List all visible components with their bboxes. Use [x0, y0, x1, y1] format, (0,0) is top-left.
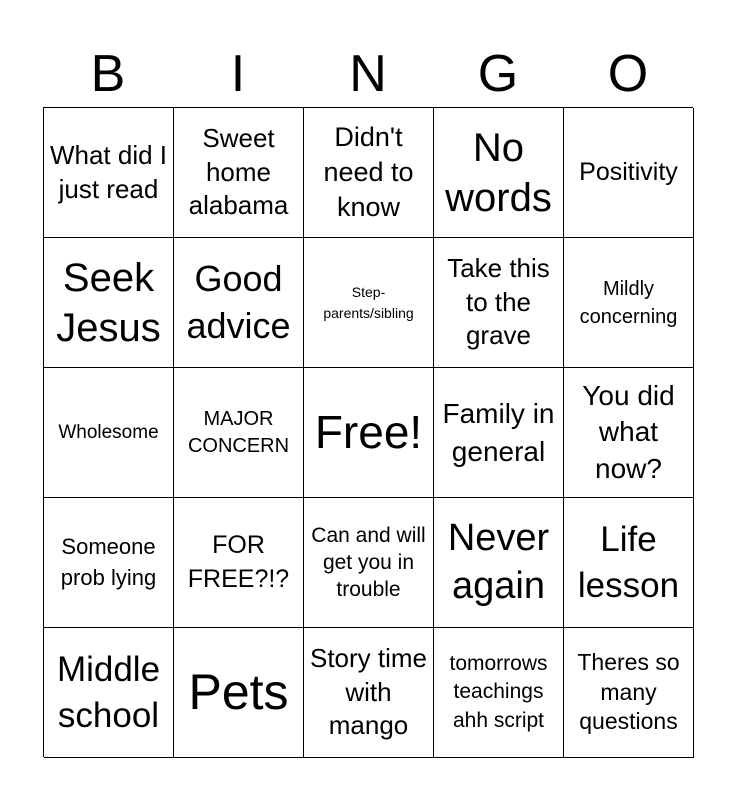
cell-label: FOR FREE?!?: [187, 530, 290, 593]
cell-label: Good advice: [186, 257, 291, 346]
bingo-cell[interactable]: [564, 628, 694, 758]
header-letter-b: B: [90, 45, 126, 103]
cell-label: tomorrows teachings ahh script: [449, 651, 548, 732]
header-letter-o: O: [607, 45, 649, 103]
cell-label: Wholesome: [58, 421, 159, 443]
header-letter-n: N: [349, 45, 387, 103]
bingo-cell[interactable]: [434, 368, 564, 498]
cell-label: Theres so many questions: [577, 648, 680, 735]
bingo-cell[interactable]: [434, 238, 564, 368]
cell-label: You did what now?: [582, 379, 675, 484]
bingo-cell[interactable]: [434, 108, 564, 238]
bingo-cell[interactable]: [564, 498, 694, 628]
bingo-cell[interactable]: [304, 498, 434, 628]
bingo-cell[interactable]: [44, 368, 174, 498]
bingo-cell[interactable]: [174, 368, 304, 498]
cell-label: Can and will get you in trouble: [311, 523, 426, 602]
cell-label: Story time with mango: [309, 642, 428, 741]
bingo-cell[interactable]: [564, 108, 694, 238]
cell-label: What did I just read: [49, 139, 168, 204]
bingo-grid: [43, 107, 693, 757]
bingo-cell[interactable]: [434, 498, 564, 628]
bingo-cell[interactable]: [174, 108, 304, 238]
bingo-cell[interactable]: [44, 238, 174, 368]
cell-label: MAJOR CONCERN: [187, 407, 290, 457]
cell-label: Never again: [447, 517, 550, 607]
bingo-cell[interactable]: [44, 108, 174, 238]
cell-label: Middle school: [56, 650, 161, 735]
bingo-cell[interactable]: [174, 628, 304, 758]
bingo-cell[interactable]: [304, 108, 434, 238]
cell-label: No words: [445, 125, 552, 220]
cell-label: Someone prob lying: [60, 533, 157, 590]
cell-label: Pets: [188, 663, 289, 720]
bingo-cell[interactable]: [304, 628, 434, 758]
cell-label: Positivity: [579, 158, 678, 187]
cell-label: Sweet home alabama: [188, 122, 289, 221]
bingo-cell[interactable]: [174, 498, 304, 628]
bingo-cell[interactable]: [564, 238, 694, 368]
cell-label: Seek Jesus: [56, 255, 161, 350]
header-letter-g: G: [477, 45, 519, 103]
bingo-header: [43, 40, 693, 108]
bingo-cell[interactable]: [434, 628, 564, 758]
bingo-cell[interactable]: [174, 238, 304, 368]
bingo-cell[interactable]: [304, 238, 434, 368]
cell-label: Step-parents/sibling: [323, 283, 414, 321]
bingo-cell[interactable]: [44, 498, 174, 628]
cell-label: Mildly concerning: [579, 277, 678, 328]
cell-label: Family in general: [442, 397, 555, 467]
bingo-cell[interactable]: [564, 368, 694, 498]
bingo-cell[interactable]: [44, 628, 174, 758]
bingo-cell[interactable]: [304, 368, 434, 498]
cell-label: Didn't need to know: [323, 121, 414, 223]
cell-label: Life lesson: [577, 520, 680, 605]
header-letter-i: I: [230, 45, 246, 103]
cell-label: Free!: [314, 406, 423, 459]
cell-label: Take this to the grave: [447, 252, 550, 351]
